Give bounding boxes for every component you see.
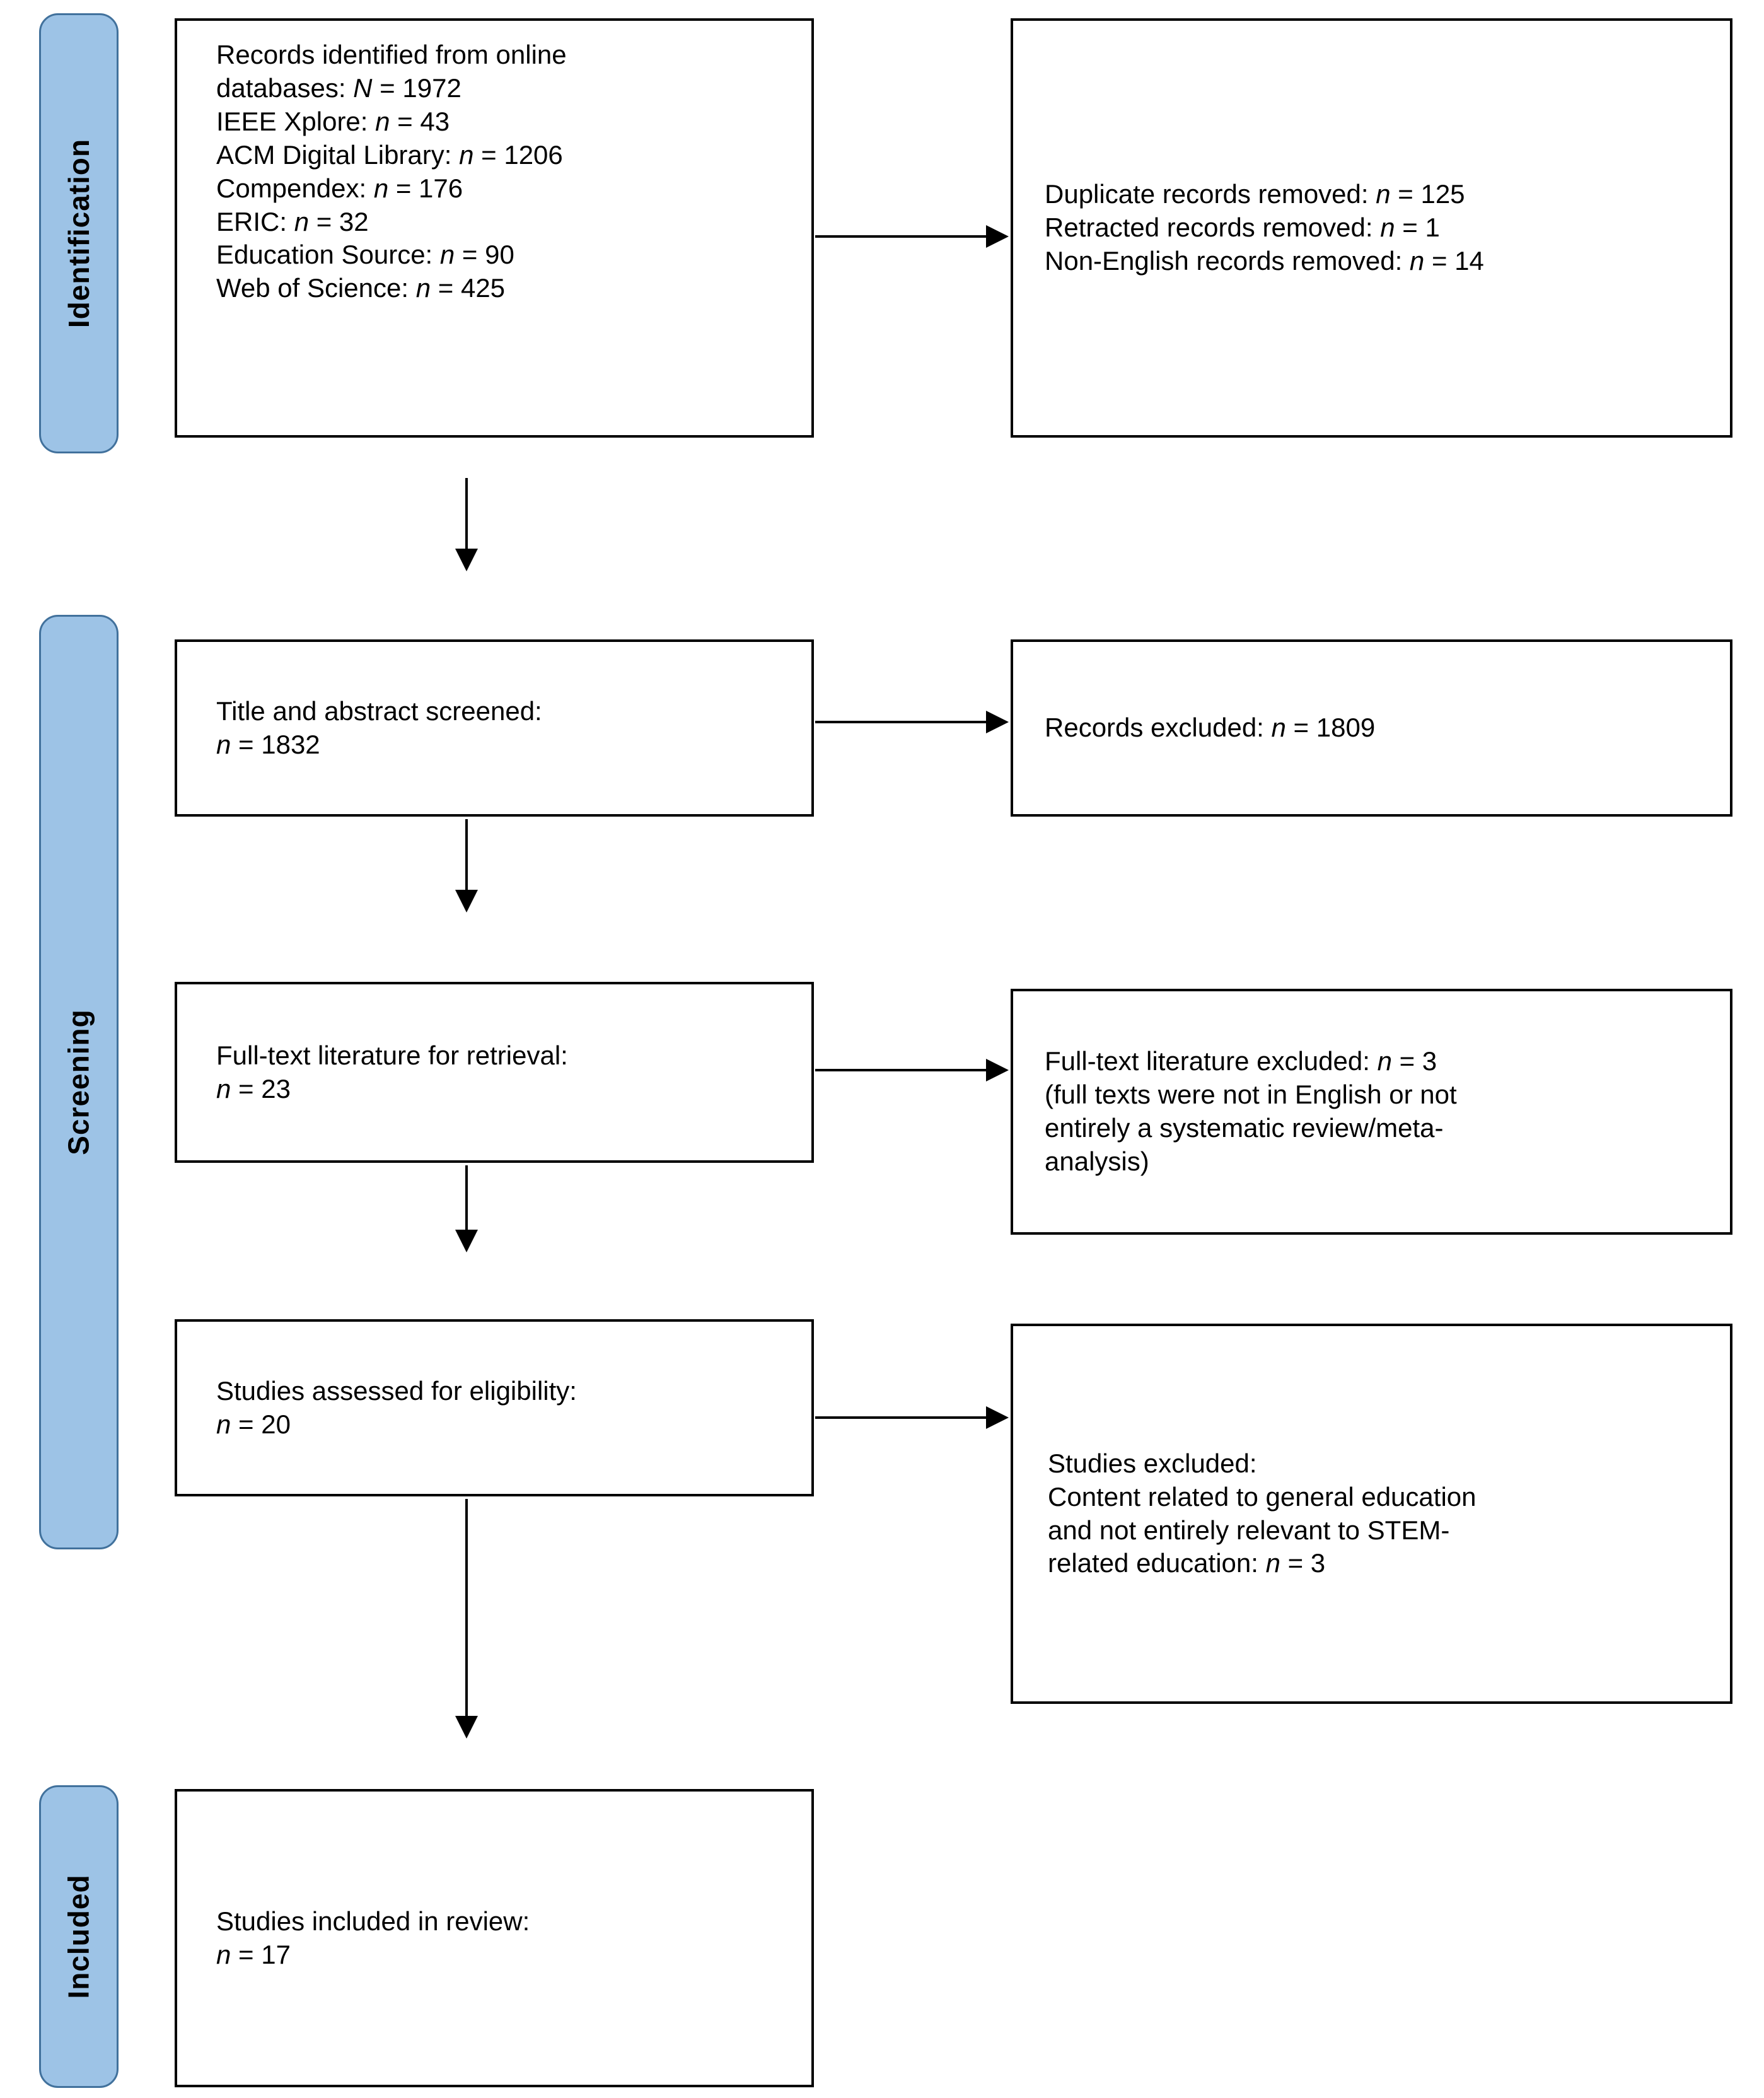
arrow-down-assessed-to-included [455, 1499, 478, 1739]
text-line: n = 23 [216, 1073, 291, 1104]
stage-included [39, 1785, 119, 2088]
stage-identification-label: Identification [62, 138, 96, 329]
text-line: databases: N = 1972 [216, 73, 461, 103]
stage-included-label: Included [62, 1874, 95, 1999]
box-title-abstract-screened [175, 639, 814, 817]
text-line: Non-English records removed: n = 14 [1045, 245, 1484, 276]
text-line: Duplicate records removed: n = 125 [1045, 179, 1465, 209]
text-line: Web of Science: n = 425 [216, 273, 506, 303]
text-line: entirely a systematic review/meta- [1045, 1113, 1444, 1143]
box-fulltext-excluded [1011, 989, 1732, 1235]
stage-identification [39, 13, 119, 453]
text-line: Title and abstract screened: [216, 696, 542, 726]
text-line: n = 20 [216, 1409, 291, 1439]
stage-screening-label: Screening [62, 1009, 96, 1155]
text-line: Records excluded: n = 1809 [1045, 713, 1376, 743]
text-line: Studies included in review: [216, 1906, 530, 1936]
text-line: IEEE Xplore: n = 43 [216, 106, 450, 136]
text-line: related education: n = 3 [1048, 1548, 1326, 1578]
box-records-identified [175, 18, 814, 438]
arrow-down-screened-to-retrieval [455, 819, 478, 912]
box-studies-included [175, 1789, 814, 2087]
text-line: n = 1832 [216, 729, 320, 759]
text-line: Retracted records removed: n = 1 [1045, 213, 1440, 243]
arrow-right-retrieval-to-excluded [815, 1059, 1009, 1081]
text-line: n = 17 [216, 1939, 291, 1969]
text-line: ERIC: n = 32 [216, 206, 369, 236]
text-line: Full-text literature for retrieval: [216, 1040, 568, 1070]
text-line: Studies excluded: [1048, 1448, 1257, 1478]
text-line: Studies assessed for eligibility: [216, 1375, 577, 1406]
arrow-down-identified-to-screened [455, 478, 478, 571]
arrow-right-screened-to-excluded [815, 711, 1009, 733]
text-line: Content related to general education [1048, 1481, 1477, 1512]
text-line: Full-text literature excluded: n = 3 [1045, 1046, 1437, 1076]
text-line: Records identified from online [216, 40, 567, 69]
box-records-excluded [1011, 639, 1732, 817]
arrow-right-assessed-to-excluded [815, 1406, 1009, 1429]
text-line: ACM Digital Library: n = 1206 [216, 139, 563, 170]
stage-screening [39, 615, 119, 1549]
box-studies-assessed [175, 1319, 814, 1496]
box-records-removed [1011, 18, 1732, 438]
arrow-down-retrieval-to-assessed [455, 1165, 478, 1252]
box-fulltext-retrieval [175, 982, 814, 1163]
text-line: analysis) [1045, 1146, 1149, 1176]
text-line: Education Source: n = 90 [216, 240, 514, 270]
box-studies-excluded [1011, 1324, 1732, 1704]
text-line: (full texts were not in English or not [1045, 1080, 1457, 1110]
text-line: and not entirely relevant to STEM- [1048, 1515, 1450, 1545]
arrow-right-identified-to-removed [815, 225, 1009, 248]
text-line: Compendex: n = 176 [216, 173, 463, 203]
